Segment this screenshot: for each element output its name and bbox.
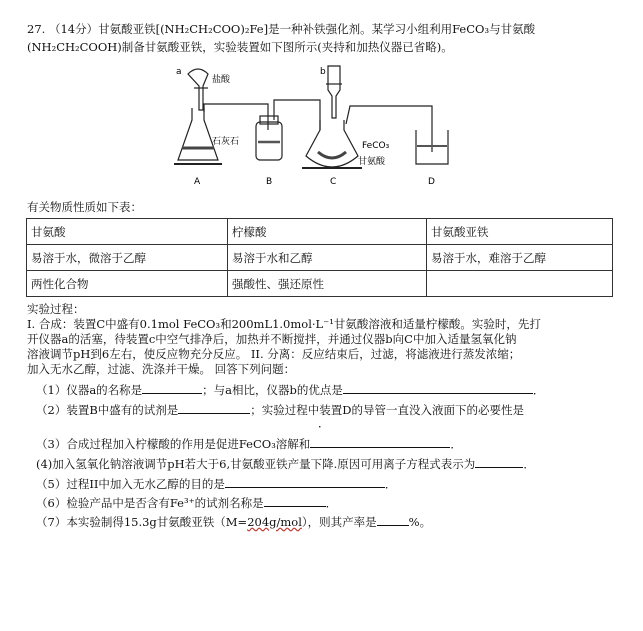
label-limestone: 石灰石 bbox=[212, 137, 240, 147]
table-cell bbox=[427, 271, 613, 297]
period: ． bbox=[325, 496, 338, 510]
question-5 bbox=[36, 476, 396, 491]
answer-blank[interactable] bbox=[142, 382, 202, 394]
q7-molar-mass: 204g/mol bbox=[247, 515, 302, 529]
table-row bbox=[27, 245, 613, 271]
answer-blank[interactable] bbox=[264, 495, 326, 507]
question-7 bbox=[36, 514, 431, 529]
question-intro-line-1: 27. （14分）甘氨酸亚铁[(NH₂CH₂COO)₂Fe]是一种补铁强化剂。某学习小组利用FeCO₃与甘氨酸 bbox=[27, 22, 536, 36]
label-b: b bbox=[320, 67, 326, 77]
q7-text-b: ），则其产率是 bbox=[301, 515, 377, 529]
period: ． bbox=[523, 457, 535, 471]
table-row bbox=[27, 271, 613, 297]
label-a: a bbox=[176, 67, 182, 77]
table-cell: 强酸性、强还原性 bbox=[228, 271, 427, 297]
table-intro: 有关物质性质如下表： bbox=[27, 200, 142, 214]
procedure-line-1: I. 合成：装置C中盛有0.1mol FeCO₃和200mL1.0mol·L⁻¹甘氨酸溶液和适量柠檬酸。实验时，先打 bbox=[27, 317, 541, 331]
q5-text: （5）过程II中加入无水乙醇的目的是 bbox=[36, 477, 225, 491]
q2-text-b: ；实验过程中装置D的导管一直没入液面下的必要性是 bbox=[250, 403, 524, 417]
table-cell: 易溶于水，难溶于乙醇 bbox=[427, 245, 613, 271]
apparatus-diagram bbox=[170, 60, 470, 190]
flask-c bbox=[306, 120, 358, 167]
label-A: A bbox=[194, 177, 201, 187]
question-1 bbox=[36, 382, 544, 397]
answer-blank[interactable] bbox=[310, 436, 450, 448]
answer-blank[interactable] bbox=[225, 476, 385, 488]
answer-blank[interactable] bbox=[178, 402, 250, 414]
tube-a-b bbox=[204, 104, 268, 130]
flask-a bbox=[178, 108, 218, 160]
table-cell: 甘氨酸 bbox=[27, 219, 228, 245]
procedure-title: 实验过程： bbox=[27, 302, 85, 316]
label-feco3: FeCO₃ bbox=[362, 141, 390, 151]
properties-table bbox=[26, 218, 613, 297]
label-D: D bbox=[428, 177, 435, 187]
q7-text-a: （7）本实验制得15.3g甘氨酸亚铁（M= bbox=[36, 515, 248, 529]
q3-text: （3）合成过程加入柠檬酸的作用是促进FeCO₃溶解和 bbox=[36, 437, 311, 451]
label-C: C bbox=[330, 177, 337, 187]
period: ． bbox=[384, 477, 397, 491]
table-cell: 柠檬酸 bbox=[228, 219, 427, 245]
dropping-funnel-b bbox=[328, 66, 340, 118]
answer-blank[interactable] bbox=[475, 456, 523, 468]
question-4 bbox=[36, 456, 535, 471]
period: ． bbox=[532, 383, 545, 397]
procedure-line-4: 加入无水乙醇，过滤、洗涤并干燥。 回答下列问题： bbox=[27, 362, 296, 376]
q7-text-c: %。 bbox=[408, 515, 432, 529]
question-2 bbox=[36, 402, 524, 417]
answer-blank[interactable] bbox=[343, 382, 533, 394]
answer-blank[interactable] bbox=[377, 514, 409, 526]
label-glycine: 甘氨酸 bbox=[358, 157, 386, 167]
question-3 bbox=[36, 436, 462, 451]
table-cell: 易溶于水和乙醇 bbox=[228, 245, 427, 271]
question-intro-line-2: (NH₂CH₂COOH)制备甘氨酸亚铁，实验装置如下图所示(夹持和加热仪器已省略)。 bbox=[27, 40, 453, 54]
q2-dot: ． bbox=[318, 416, 330, 430]
table-cell: 甘氨酸亚铁 bbox=[427, 219, 613, 245]
label-hcl: 盐酸 bbox=[212, 75, 231, 85]
q4-text: (4)加入氢氧化钠溶液调节pH若大于6,甘氨酸亚铁产量下降.原因可用离子方程式表示为 bbox=[36, 457, 476, 471]
table-cell: 易溶于水，微溶于乙醇 bbox=[27, 245, 228, 271]
label-B: B bbox=[266, 177, 273, 187]
q1-text-b: ；与a相比，仪器b的优点是 bbox=[202, 383, 343, 397]
procedure-line-2: 开仪器a的活塞，待装置c中空气排净后，加热并不断搅拌，并通过仪器b向C中加入适量氢氧化钠 bbox=[27, 332, 517, 346]
table-header-row bbox=[27, 219, 613, 245]
question-6 bbox=[36, 495, 337, 510]
q1-text-a: （1）仪器a的名称是 bbox=[36, 383, 143, 397]
q6-text: （6）检验产品中是否含有Fe³⁺的试剂名称是 bbox=[36, 496, 264, 510]
period: ． bbox=[450, 437, 462, 451]
table-cell: 两性化合物 bbox=[27, 271, 228, 297]
q2-text-a: （2）装置B中盛有的试剂是 bbox=[36, 403, 179, 417]
procedure-line-3: 溶液调节pH到6左右，使反应物充分反应。 II. 分离：反应结束后，过滤，将滤液进行蒸发浓缩； bbox=[27, 347, 521, 361]
